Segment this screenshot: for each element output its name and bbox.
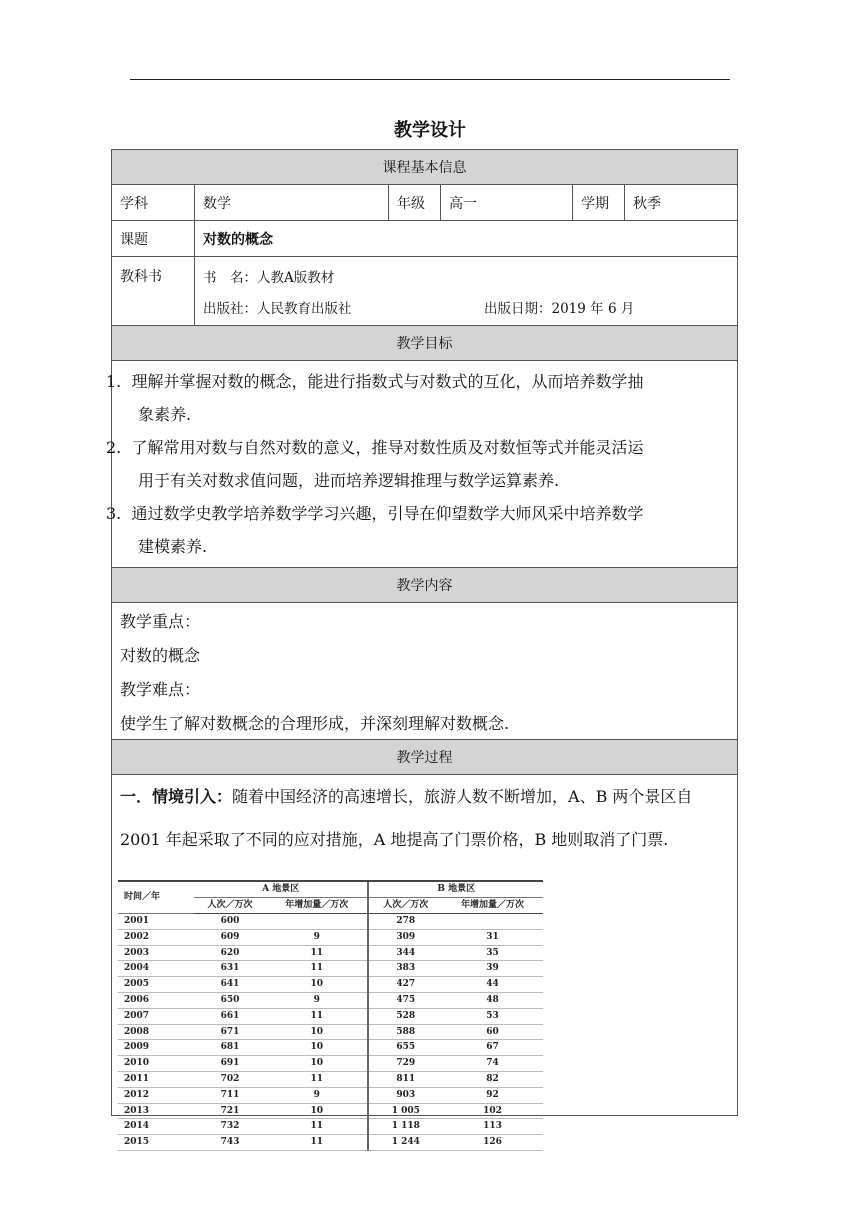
header-rule — [130, 79, 730, 80]
table-row — [118, 992, 543, 1008]
textbook-name: 书 名：人教A版教材 — [203, 269, 335, 286]
year-cell: 2013 — [124, 1105, 150, 1116]
year-cell: 2009 — [124, 1042, 150, 1053]
a-visits-cell: 681 — [220, 1042, 240, 1053]
textbook-details — [195, 257, 737, 325]
a-increase-cell: 10 — [310, 1058, 324, 1069]
b-visits-cell: 528 — [368, 1008, 442, 1024]
a-increase-cell: 9 — [313, 1089, 320, 1100]
table-row — [118, 1071, 543, 1087]
a-visits-cell: 732 — [220, 1121, 240, 1132]
goal-item — [106, 365, 737, 398]
a-area-header: A 地景区 — [194, 881, 368, 898]
goal-text-continued: 用于有关对数求值问题，进而培养逻辑推理与数学运算素养. — [138, 471, 560, 490]
table-row — [118, 945, 543, 961]
b-increase-cell: 48 — [486, 994, 499, 1005]
table-row — [118, 1119, 543, 1135]
table-row — [118, 1024, 543, 1040]
goal-text: 理解并掌握对数的概念，能进行指数式与对数式的互化，从而培养数学抽 — [131, 372, 644, 391]
section-content: 教学内容 — [112, 568, 737, 603]
year-cell: 2001 — [124, 916, 150, 926]
goal-text: 了解常用对数与自然对数的意义，推导对数性质及对数恒等式并能灵活运 — [131, 438, 644, 457]
goal-number: 3. — [106, 504, 122, 523]
table-row — [118, 1087, 543, 1103]
a-visits-cell: 711 — [220, 1089, 240, 1100]
difficulty-label: 教学难点： — [120, 680, 201, 699]
a-visits-cell: 641 — [220, 979, 240, 990]
table-row — [118, 929, 543, 945]
year-cell: 2011 — [124, 1073, 150, 1084]
year-cell: 2005 — [124, 979, 150, 990]
b-visits-cell: 383 — [368, 961, 442, 977]
term-value: 秋季 — [633, 195, 661, 212]
table-row — [118, 1103, 543, 1119]
a-visits-cell: 609 — [220, 931, 240, 942]
year-cell: 2003 — [124, 947, 150, 958]
table-row — [118, 1040, 543, 1056]
table-row — [118, 1135, 543, 1151]
section-goals: 教学目标 — [112, 326, 737, 361]
b-increase-cell: 44 — [486, 979, 499, 990]
table-row — [118, 961, 543, 977]
tourism-table — [118, 880, 543, 1151]
grade-label: 年级 — [389, 185, 441, 220]
textbook-publisher-row — [203, 297, 737, 317]
b-visits-cell: 729 — [368, 1056, 442, 1072]
intro-text-2: 2001 年起采取了不同的应对措施，A 地提高了门票价格，B 地则取消了门票. — [120, 830, 669, 849]
b-visits-cell: 427 — [368, 977, 442, 993]
intro-text-1: 随着中国经济的高速增长，旅游人数不断增加，A、B 两个景区自 — [232, 787, 693, 806]
textbook-date: 出版日期：2019 年 6 月 — [484, 300, 635, 317]
topic-label: 课题 — [112, 221, 195, 256]
a-increase-cell: 10 — [310, 1026, 324, 1037]
b-increase-cell: 53 — [486, 1010, 499, 1021]
b-visits-cell: 344 — [368, 945, 442, 961]
year-cell: 2002 — [124, 931, 150, 942]
b-increase-cell: 74 — [486, 1058, 499, 1069]
intro-lead: 一．情境引入： — [120, 787, 233, 806]
a-visits-cell: 661 — [220, 1010, 240, 1021]
section-basic-info: 课程基本信息 — [112, 150, 737, 185]
a-increase-cell: 10 — [310, 1042, 324, 1053]
a-visits-cell: 721 — [220, 1105, 240, 1116]
b-increase-cell: 39 — [486, 963, 499, 974]
a-increase-cell: 10 — [310, 1105, 324, 1116]
b-visits-cell: 278 — [368, 914, 442, 930]
table-row — [118, 914, 543, 930]
goal-number: 2. — [106, 438, 122, 457]
b-increase-cell: 113 — [483, 1121, 502, 1132]
b-visits-header: 人次／万次 — [368, 898, 442, 914]
key-point-value: 对数的概念 — [120, 646, 201, 665]
b-increase-cell: 126 — [483, 1137, 502, 1148]
tourism-data-image — [118, 880, 543, 1148]
b-visits-cell: 1 244 — [368, 1135, 442, 1151]
table-row — [118, 1008, 543, 1024]
goal-item — [106, 431, 737, 464]
info-row-subject — [112, 185, 737, 221]
b-visits-cell: 1 118 — [368, 1119, 442, 1135]
b-increase-header: 年增加量／万次 — [442, 898, 543, 914]
goal-item — [106, 497, 737, 530]
year-cell: 2007 — [124, 1010, 150, 1021]
table-row — [118, 977, 543, 993]
info-row-topic — [112, 221, 737, 257]
a-increase-cell: 11 — [310, 963, 324, 974]
year-cell: 2004 — [124, 963, 150, 974]
b-increase-cell: 67 — [486, 1042, 499, 1053]
goal-number: 1. — [106, 372, 122, 391]
a-visits-cell: 691 — [220, 1058, 240, 1069]
year-cell: 2006 — [124, 994, 150, 1005]
year-cell: 2008 — [124, 1026, 150, 1037]
b-increase-cell: 60 — [486, 1026, 499, 1037]
a-increase-cell: 9 — [313, 994, 320, 1005]
b-visits-cell: 309 — [368, 929, 442, 945]
a-increase-cell: 11 — [310, 1121, 324, 1132]
b-visits-cell: 811 — [368, 1071, 442, 1087]
difficulty-value: 使学生了解对数概念的合理形成，并深刻理解对数概念. — [120, 714, 510, 733]
info-row-textbook — [112, 257, 737, 326]
a-increase-cell: 11 — [310, 947, 324, 958]
section-process: 教学过程 — [112, 740, 737, 775]
a-increase-header: 年增加量／万次 — [266, 898, 368, 914]
time-header: 时间／年 — [118, 881, 194, 914]
a-increase-cell: 11 — [310, 1073, 324, 1084]
b-increase-cell: 31 — [486, 931, 499, 942]
a-visits-cell: 702 — [220, 1073, 240, 1084]
a-visits-cell: 600 — [220, 916, 240, 926]
a-increase-cell: 11 — [310, 1137, 324, 1148]
b-visits-cell: 1 005 — [368, 1103, 442, 1119]
year-cell: 2010 — [124, 1058, 150, 1069]
subject-label: 学科 — [112, 185, 195, 220]
b-visits-cell: 903 — [368, 1087, 442, 1103]
goal-text-continued: 建模素养. — [138, 537, 208, 556]
b-increase-cell: 102 — [483, 1105, 502, 1116]
a-increase-cell: 9 — [313, 931, 320, 942]
a-increase-cell — [266, 914, 368, 930]
b-visits-cell: 475 — [368, 992, 442, 1008]
a-visits-cell: 631 — [220, 963, 240, 974]
b-increase-cell: 82 — [486, 1073, 499, 1084]
b-increase-cell — [442, 914, 543, 930]
a-visits-cell: 620 — [220, 947, 240, 958]
b-visits-cell: 588 — [368, 1024, 442, 1040]
a-visits-cell: 650 — [220, 994, 240, 1005]
intro-paragraph — [120, 775, 731, 818]
b-increase-cell: 35 — [486, 947, 499, 958]
a-increase-cell: 11 — [310, 1010, 324, 1021]
goals-list — [106, 361, 737, 568]
goal-text: 通过数学史教学培养数学学习兴趣，引导在仰望数学大师风采中培养数学 — [131, 504, 644, 523]
b-area-header: B 地景区 — [368, 881, 543, 898]
content-body — [112, 603, 737, 740]
process-body — [112, 775, 737, 1148]
subject-value: 数学 — [195, 185, 389, 220]
table-row — [118, 1056, 543, 1072]
b-visits-cell: 655 — [368, 1040, 442, 1056]
a-visits-cell: 671 — [220, 1026, 240, 1037]
year-cell: 2014 — [124, 1121, 150, 1132]
textbook-label: 教科书 — [112, 257, 195, 325]
a-visits-header: 人次／万次 — [194, 898, 266, 914]
textbook-publisher: 出版社：人民教育出版社 — [203, 300, 352, 317]
lesson-plan-table — [106, 149, 738, 1148]
topic-value: 对数的概念 — [203, 231, 273, 248]
document-title: 教学设计 — [394, 120, 466, 141]
year-cell: 2012 — [124, 1089, 150, 1100]
term-label: 学期 — [573, 185, 625, 220]
goal-text-continued: 象素养. — [138, 405, 192, 424]
key-point-label: 教学重点： — [120, 612, 201, 631]
year-cell: 2015 — [124, 1137, 150, 1148]
b-increase-cell: 92 — [486, 1089, 499, 1100]
a-visits-cell: 743 — [220, 1137, 240, 1148]
a-increase-cell: 10 — [310, 979, 324, 990]
grade-value: 高一 — [441, 185, 573, 220]
